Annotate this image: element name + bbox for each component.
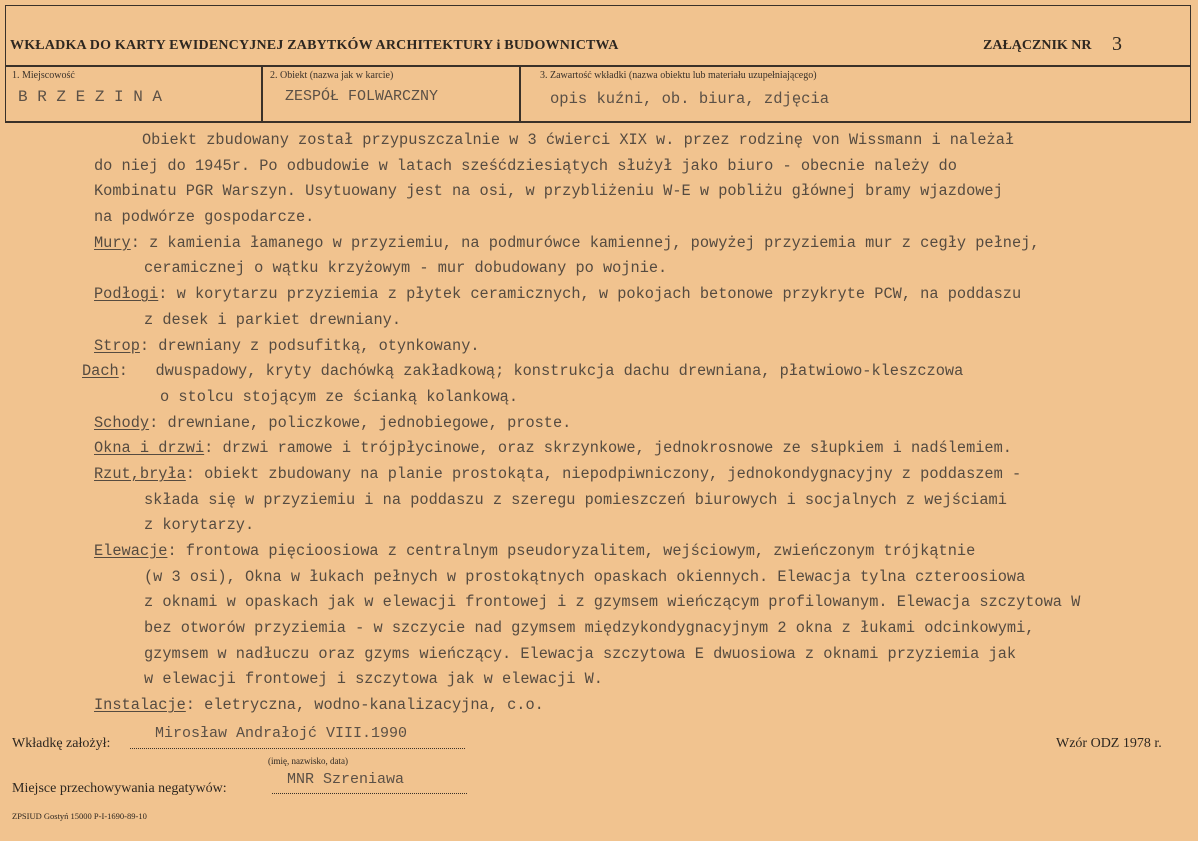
section-heading: Mury bbox=[94, 233, 131, 252]
section-installations: Instalacje: eletryczna, wodno-kanalizacyjna, c.o. bbox=[94, 696, 544, 715]
section-text: dwuspadowy, kryty dachówką zakładkową; konstrukcja dachu drewniana, płatwiowo-kleszczowa bbox=[155, 362, 964, 381]
section-heading: Rzut,bryła bbox=[94, 464, 186, 483]
negatives-storage-label: Miejsce przechowywania negatywów: bbox=[12, 781, 227, 796]
section-elevations-cont-5: w elewacji frontowej i szczytowa jak w elewacji W. bbox=[144, 670, 603, 689]
section-text: obiekt zbudowany na planie prostokąta, niepodpiwniczony, jednokondygnacyjny z poddaszem - bbox=[204, 464, 1022, 483]
section-text: w korytarzu przyziemia z płytek ceramicznych, w pokojach betonowe przykryte PCW, na poddaszu bbox=[176, 285, 1022, 304]
section-elevations-cont-3: bez otworów przyziemia - w szczycie nad gzymsem międzykondygnacyjnym 2 okna z łukami odcinkowymi, bbox=[144, 619, 1035, 638]
section-heading: Dach bbox=[82, 362, 119, 381]
section-heading: Elewacje bbox=[94, 542, 168, 560]
section-windows: Okna i drzwi: drzwi ramowe i trójpłycinowe, oraz skrzynkowe, jednokrosnowe ze słupkiem i nadślemiem. bbox=[94, 439, 1012, 458]
header-rule-bottom bbox=[5, 121, 1191, 123]
section-text: eletryczna, wodno-kanalizacyjna, c.o. bbox=[204, 696, 544, 715]
field-divider-2 bbox=[519, 65, 521, 122]
section-elevations-cont-4: gzymsem w nadłuczu oraz gzyms wieńczący. Elewacja szczytowa E dwuosiowa z oknami przyziemia jak bbox=[144, 644, 1017, 663]
intro-line-1: Obiekt zbudowany został przypuszczalnie w 3 ćwierci XIX w. przez rodzinę von Wissmann i należał bbox=[142, 131, 1015, 149]
section-text: drewniany z podsufitką, otynkowany. bbox=[158, 336, 480, 355]
object-value: ZESPÓŁ FOLWARCZNY bbox=[285, 88, 439, 105]
section-heading: Schody bbox=[94, 413, 150, 432]
section-plan-cont-1: składa się w przyziemiu i na poddaszu z szeregu pomieszczeń biurowych i socjalnych z wejściami bbox=[144, 490, 1007, 509]
section-heading: Instalacje bbox=[94, 696, 186, 715]
section-roof: Dach: dwuspadowy, kryty dachówką zakładkową; konstrukcja dachu drewniana, płatwiowo-kleszczowa bbox=[82, 362, 964, 381]
section-walls: Mury: z kamienia łamanego w przyziemiu, na podmurówce kamiennej, powyżej przyziemia mur z cegły pełnej, bbox=[94, 233, 1040, 252]
section-elevations-cont-1: (w 3 osi), Okna w łukach pełnych w prostokątnych opaskach okiennych. Elewacja tylna czteroosiowa bbox=[144, 567, 1026, 586]
section-heading: Podłogi bbox=[94, 285, 159, 304]
created-by-value: Mirosław Andrałojć VIII.1990 bbox=[155, 725, 408, 742]
section-text: drewniane, policzkowe, jednobiegowe, proste. bbox=[167, 413, 572, 432]
section-stairs: Schody: drewniane, policzkowe, jednobiegowe, proste. bbox=[94, 413, 572, 432]
section-heading: Okna i drzwi bbox=[94, 439, 205, 458]
negatives-storage-dotline bbox=[272, 793, 467, 794]
section-floors-cont: z desek i parkiet drewniany. bbox=[144, 310, 402, 329]
section-plan: Rzut,bryła: obiekt zbudowany na planie prostokąta, niepodpiwniczony, jednokondygnacyjny z poddaszem - bbox=[94, 464, 1022, 483]
section-roof-cont: o stolcu stojącym ze ścianką kolankową. bbox=[160, 387, 519, 406]
content-label: 3. Zawartość wkładki (nazwa obiektu lub materiału uzupełniającego) bbox=[540, 70, 817, 81]
header-rule-top bbox=[5, 65, 1191, 67]
section-ceiling: Strop: drewniany z podsufitką, otynkowany. bbox=[94, 336, 480, 355]
section-elevations: Elewacje: frontowa pięcioosiowa z centralnym pseudoryzalitem, wejściowym, zwieńczonym trójkątnie bbox=[94, 542, 976, 560]
locality-label: 1. Miejscowość bbox=[12, 70, 75, 81]
annex-label: ZAŁĄCZNIK NR bbox=[983, 38, 1092, 53]
section-walls-cont: ceramicznej o wątku krzyżowym - mur dobudowany po wojnie. bbox=[144, 259, 668, 278]
object-label: 2. Obiekt (nazwa jak w karcie) bbox=[270, 70, 394, 81]
field-divider-1 bbox=[261, 65, 263, 122]
created-by-label: Wkładkę założył: bbox=[12, 736, 111, 751]
section-plan-cont-2: z korytarzy. bbox=[144, 516, 255, 535]
created-by-hint: (imię, nazwisko, data) bbox=[268, 756, 348, 766]
section-elevations-cont-2: z oknami w opaskach jak w elewacji frontowej i z gzymsem wieńczącym profilowanym. Elewacja szczytowa W bbox=[144, 593, 1081, 612]
negatives-storage-value: MNR Szreniawa bbox=[287, 771, 405, 788]
intro-line-4: na podwórze gospodarcze. bbox=[94, 208, 315, 227]
description-body bbox=[82, 128, 1182, 719]
section-heading: Strop bbox=[94, 336, 140, 355]
created-by-dotline bbox=[130, 748, 465, 749]
print-info: ZPSIUD Gostyń 15000 P-I-1690-89-10 bbox=[12, 811, 147, 821]
content-value: opis kuźni, ob. biura, zdjęcia bbox=[550, 90, 830, 108]
form-model-label: Wzór ODZ 1978 r. bbox=[1056, 736, 1162, 751]
section-text: z kamienia łamanego w przyziemiu, na podmurówce kamiennej, powyżej przyziemia mur z cegły pełnej, bbox=[149, 233, 1040, 252]
section-floors: Podłogi: w korytarzu przyziemia z płytek ceramicznych, w pokojach betonowe przykryte PCW, na poddaszu bbox=[94, 285, 1022, 304]
section-text: frontowa pięcioosiowa z centralnym pseudoryzalitem, wejściowym, zwieńczonym trójkątnie bbox=[185, 542, 976, 560]
annex-number: 3 bbox=[1112, 33, 1122, 55]
intro-line-3: Kombinatu PGR Warszyn. Usytuowany jest na osi, w przybliżeniu W-E w pobliżu głównej bramy wjazdowej bbox=[94, 182, 1003, 201]
locality-value: B R Z E Z I N A bbox=[18, 88, 163, 106]
intro-line-2: do niej do 1945r. Po odbudowie w latach sześćdziesiątych służył jako biuro - obecnie należy do bbox=[94, 156, 957, 175]
section-text: drzwi ramowe i trójpłycinowe, oraz skrzynkowe, jednokrosnowe ze słupkiem i nadślemiem. bbox=[222, 439, 1012, 458]
card-title: WKŁADKA DO KARTY EWIDENCYJNEJ ZABYTKÓW ARCHITEKTURY i BUDOWNICTWA bbox=[10, 38, 619, 53]
